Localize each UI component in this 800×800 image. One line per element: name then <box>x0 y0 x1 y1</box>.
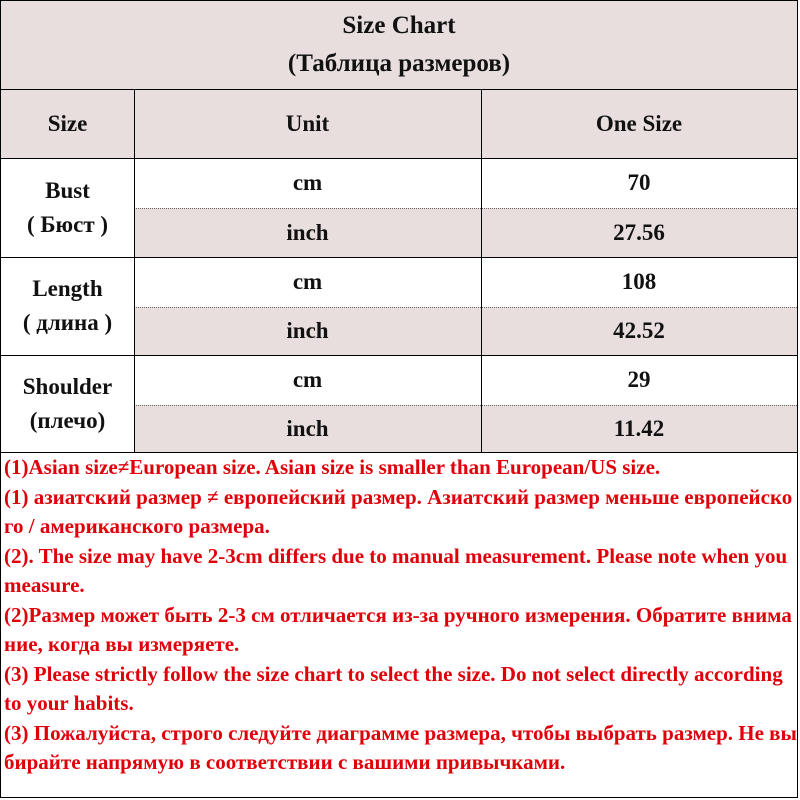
note-line: (2)Размер может быть 2-3 см отличается из-за ручного измерения. Обратите внима <box>4 602 792 627</box>
size-notes <box>4 453 798 778</box>
value-cell: 70 <box>481 158 797 208</box>
note-line: to your habits. <box>4 691 134 715</box>
note-line: (1)Asian size≠European size. Asian size is smaller than European/US size. <box>4 455 661 479</box>
unit-cell: cm <box>134 158 481 208</box>
grid-line <box>134 405 797 406</box>
row-label-ru: (плечо) <box>29 407 106 433</box>
row-label-shoulder <box>1 355 134 452</box>
col-header-unit: Unit <box>134 89 481 158</box>
grid-line <box>1 89 797 90</box>
row-label-ru: ( длина ) <box>22 310 113 335</box>
grid-line <box>134 208 797 209</box>
chart-subtitle: (Таблица размеров) <box>287 50 511 77</box>
grid-line <box>481 89 482 452</box>
note-line: ние, когда вы измеряете. <box>4 632 240 656</box>
note-line: measure. <box>4 573 85 597</box>
row-label: Shoulder <box>22 373 113 399</box>
row-label-bust <box>1 158 134 257</box>
row-label: Length <box>32 276 103 301</box>
value-cell: 108 <box>481 257 797 307</box>
grid-line <box>1 257 797 258</box>
unit-cell: cm <box>134 355 481 405</box>
unit-cell: inch <box>134 405 481 452</box>
value-cell: 27.56 <box>481 208 797 257</box>
col-header-one-size: One Size <box>481 89 797 158</box>
col-header-size: Size <box>1 89 134 158</box>
row-label: Bust <box>45 177 90 203</box>
chart-header <box>1 1 797 89</box>
value-cell: 11.42 <box>481 405 797 452</box>
note-line: (2). The size may have 2-3cm differs due to manual measurement. Please note when you <box>4 543 788 568</box>
unit-cell: inch <box>134 208 481 257</box>
grid-line <box>134 307 797 308</box>
value-cell: 29 <box>481 355 797 405</box>
chart-title: Size Chart <box>342 12 456 39</box>
row-label-length <box>1 257 134 355</box>
note-line: (3) Пожалуйста, строго следуйте диаграмме размера, чтобы выбрать размер. Не вы <box>4 720 797 745</box>
unit-cell: inch <box>134 307 481 355</box>
note-line: бирайте напрямую в соответствии с вашими привычками. <box>4 750 566 774</box>
note-line: го / американского размера. <box>4 514 270 538</box>
row-label-ru: ( Бюст ) <box>26 211 109 237</box>
unit-cell: cm <box>134 257 481 307</box>
grid-line <box>1 355 797 356</box>
grid-line <box>1 158 797 159</box>
note-line: (3) Please strictly follow the size chart to select the size. Do not select directly according <box>4 661 783 686</box>
note-line: (1) азиатский размер ≠ европейский размер. Азиатский размер меньше европейско <box>4 484 793 509</box>
grid-line <box>134 89 135 452</box>
value-cell: 42.52 <box>481 307 797 355</box>
